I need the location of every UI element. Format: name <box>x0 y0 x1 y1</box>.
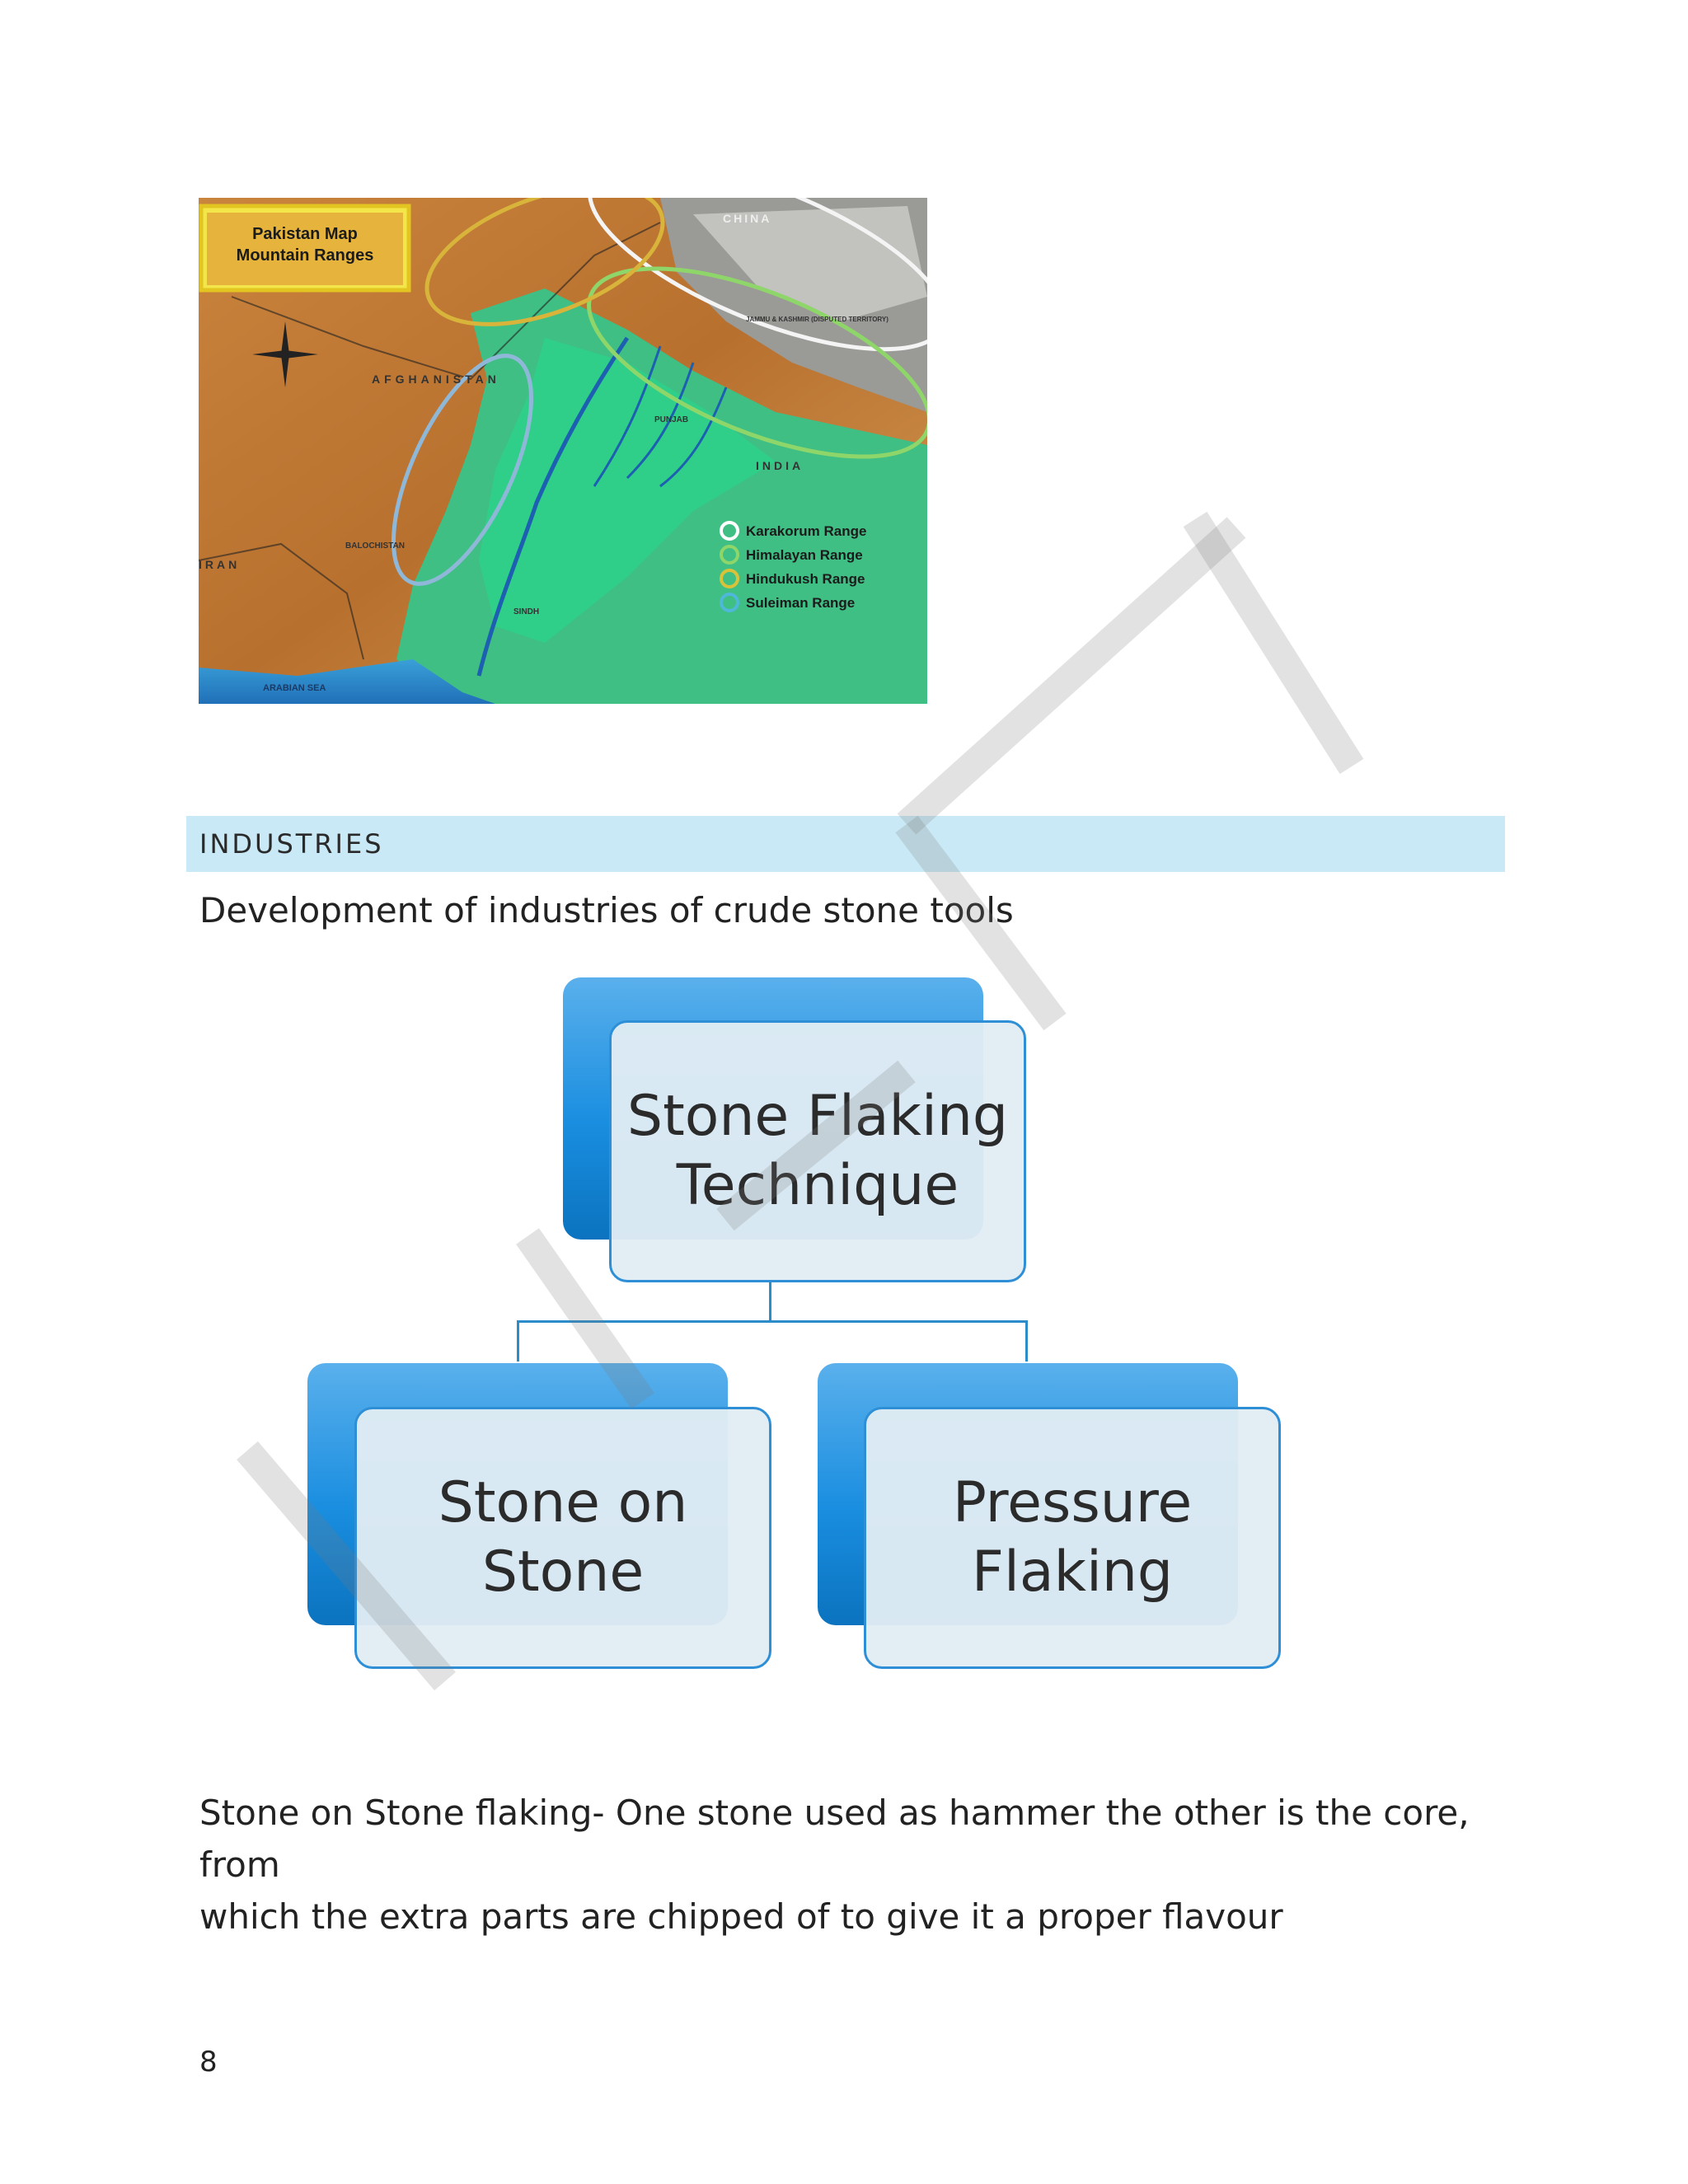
map-label-india: INDIA <box>756 459 804 472</box>
section-heading-bar <box>186 816 1505 872</box>
map-title-line2: Mountain Ranges <box>236 246 374 265</box>
left-node <box>354 1407 771 1669</box>
root-node <box>609 1020 1026 1282</box>
pakistan-mountain-ranges-map <box>199 198 927 704</box>
legend-hindukush: Hindukush Range <box>746 571 865 587</box>
legend-suleiman: Suleiman Range <box>746 595 856 611</box>
map-label-balochistan: BALOCHISTAN <box>345 541 406 551</box>
map-label-afghanistan: AFGHANISTAN <box>372 373 500 386</box>
map-label-sindh: SINDH <box>513 607 540 616</box>
connector-root-down <box>769 1282 771 1322</box>
intro-text: Development of industries of crude stone tools <box>199 890 1014 930</box>
legend-karakorum: Karakorum Range <box>746 523 867 539</box>
connector-left-down <box>517 1320 519 1361</box>
map-label-iran: IRAN <box>199 558 241 571</box>
connector-right-down <box>1025 1320 1028 1361</box>
map-label-arabian-sea: ARABIAN SEA <box>263 683 326 693</box>
left-label-line1: Stone on <box>438 1470 688 1535</box>
left-label-line2: Stone <box>481 1540 645 1605</box>
right-node <box>864 1407 1281 1669</box>
section-title: INDUSTRIES <box>199 828 384 860</box>
map-title-line1: Pakistan Map <box>252 225 358 243</box>
root-label-line2: Technique <box>676 1153 959 1218</box>
body-line2: which the extra parts are chipped of to give it a proper flavour <box>199 1896 1283 1937</box>
map-label-punjab: PUNJAB <box>654 415 689 424</box>
right-label-line1: Pressure <box>952 1470 1193 1535</box>
connector-horizontal <box>517 1320 1028 1323</box>
root-label-line1: Stone Flaking <box>626 1084 1009 1149</box>
body-paragraph <box>199 1787 1535 1943</box>
page-number: 8 <box>199 2046 218 2079</box>
right-label-line2: Flaking <box>971 1540 1174 1605</box>
body-line1: Stone on Stone flaking- One stone used as hammer the other is the core, from <box>199 1793 1470 1885</box>
legend-himalayan: Himalayan Range <box>746 547 863 563</box>
map-label-kashmir: JAMMU & KASHMIR (DISPUTED TERRITORY) <box>746 316 889 323</box>
map-label-china: CHINA <box>723 212 772 225</box>
